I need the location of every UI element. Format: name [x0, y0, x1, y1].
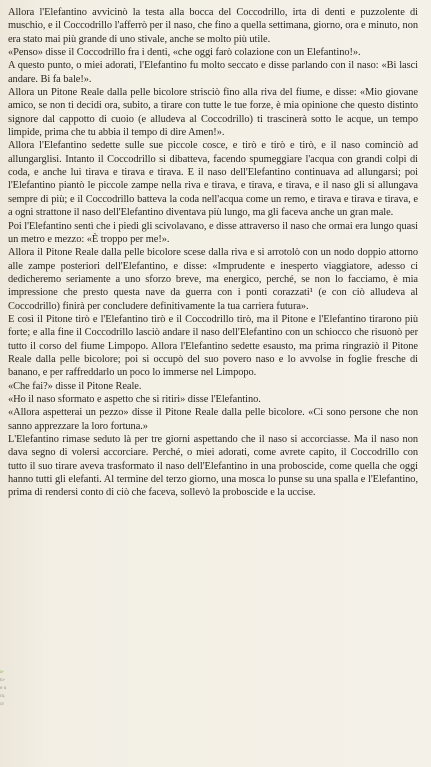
paragraph: «Penso» disse il Coccodrillo fra i denti, «che oggi farò colazione con un Elefantino!».: [8, 47, 361, 59]
margin-notes: [0, 668, 14, 708]
paragraph: Poi l'Elefantino sentì che i piedi gli scivolavano, e disse attraverso il naso che ormai era lungo quasi un metro e mezzo: «È troppo per me!».: [8, 220, 418, 245]
paragraph: «Ho il naso sformato e aspetto che si ritiri» disse l'Elefantino.: [8, 393, 261, 405]
paragraph: Allora il Pitone Reale dalla pelle bicolore scese dalla riva e si arrotolò con un nodo doppio attorno alle zampe posteriori dell'Elefantino, e disse: «Imprudente e inesperto viaggiatore, adesso ci dedicheremo seriamente a uno sforzo breve, ma energico, perché, se non lo facciamo, è mia impressione che presto questa nave da guerra con i ponti corazzati¹ (e con ciò alludeva al Coccodrillo) finirà per concludere definitivamente la tua carriera futura».: [8, 247, 418, 312]
paragraph: Allora un Pitone Reale dalla pelle bicolore strisciò fino alla riva del fiume, e disse: «Mio giovane amico, se non ti decidi ora, subito, a tirare con tutte le tue forze, è mia opinione che questo distinto signore dal cappotto di cuoio (e alludeva al Coccodrillo) ti trascinerà sotto le acque, un tempo limpide, prima che tu abbia il tempo di dire Amen!».: [8, 87, 418, 139]
paragraph: E così il Pitone tirò e l'Elefantino tirò e il Coccodrillo tirò, ma il Pitone e l'Elefantino tirarono più forte; e alla fine il Coccodrillo lasciò andare il naso dell'Elefantino con un schiocco che risuonò per tutto il corso del fiume Limpopo. Allora l'Elefantino sedette esausto, ma prima ringraziò il Pitone Reale dalla pelle bicolore; poi si occupò del suo povero naso e lo avvolse in foglie fresche di banano, e per raffreddarlo un poco lo immerse nel Limpopo.: [8, 313, 418, 379]
margin-note: or: [0, 701, 5, 706]
paragraph: «Che fai?» disse il Pitone Reale.: [8, 380, 142, 392]
paragraph: A questo punto, o miei adorati, l'Elefantino fu molto seccato e disse parlando con il naso: «Bi lasci andare. Bi fa bale!».: [8, 60, 418, 85]
paragraph: Allora l'Elefantino sedette sulle sue piccole cosce, e tirò e tirò e tirò, e il naso cominciò ad allungarglisi. Intanto il Coccodrillo si dibatteva, facendo spumeggiare l'acqua con grandi colpi di coda, e anche lui tirava e tirava e tirava. E il naso dell'Elefantino continuava ad allungarsi; poi l'Elefantino piantò le piccole zampe nella riva e tirava, e tirava, e tirava, e il naso gli si allungava sempre di più; e il Coccodrillo batteva la coda nell'acqua come un remo, e tirava e tirava e tirava, e a ogni strattone il naso dell'Elefantino diventava più lungo, ma gli faceva anche un gran male.: [8, 140, 418, 219]
story-text: [8, 6, 418, 500]
paragraph: L'Elefantino rimase seduto là per tre giorni aspettando che il naso si accorciasse. Ma il naso non dava segno di volersi accorciare. Perché, o miei adorati, come avrete capito, il Coccodrillo con tutto il suo tirare aveva trasformato il naso dell'Elefantino in una proboscide, come quella che oggi hanno tutti gli elefanti. Al termine del terzo giorno, una mosca lo punse su una spalla e l'Elefantino, prima di rendersi conto di ciò che faceva, sollevò la proboscide e la uccise.: [8, 434, 418, 499]
margin-note: to-: [0, 677, 6, 682]
margin-note: o-: [0, 669, 5, 674]
margin-note: ra,: [0, 693, 6, 698]
paragraph: «Allora aspetterai un pezzo» disse il Pitone Reale dalla pelle bicolore. «Ci sono persone che non sanno apprezzare la loro fortuna.»: [8, 407, 418, 432]
margin-note: e a: [0, 685, 7, 690]
paragraph: Allora l'Elefantino avvicinò la testa alla bocca del Coccodrillo, irta di denti e puzzolente di muschio, e il Coccodrillo l'afferrò per il naso, che fino a quella settimana, giorno, ora e minuto, non era stato mai più grande di uno stivale, anche se molto più utile.: [8, 7, 418, 45]
